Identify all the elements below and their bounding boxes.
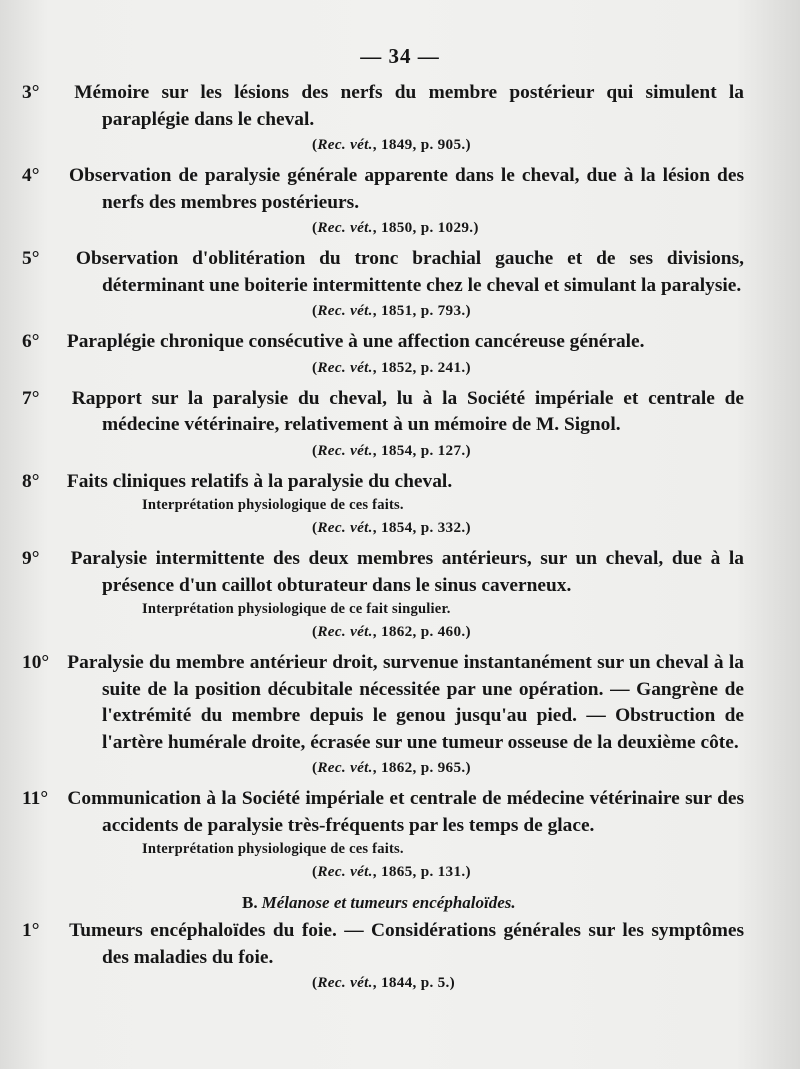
entry-reference: (Rec. vét., 1851, p. 793.) [312, 302, 471, 319]
entry-reference: (Rec. vét., 1862, p. 965.) [312, 759, 471, 776]
reference-details: , 1851, p. 793.) [372, 302, 471, 319]
entry-reference: (Rec. vét., 1852, p. 241.) [312, 358, 471, 376]
entry-title: Mémoire sur les lésions des nerfs du membre postérieur qui simulent la paraplégie dans le cheval. [74, 82, 744, 130]
entry-title: Rapport sur la paralysie du cheval, lu à la Société impériale et centrale de médecine vétérinaire, relativement à un mémoire de M. Signol. [71, 387, 744, 435]
entry-text-block: 6° Paraplégie chronique consécutive à une affection cancéreuse générale. [22, 331, 645, 352]
entry-title: Observation d'oblitération du tronc brachial gauche et de ses divisions, déterminant une boiterie intermittente chez le cheval et simulant la paralysie. [75, 248, 744, 296]
reference-journal: Rec. vét. [317, 302, 373, 319]
entry-reference: (Rec. vét., 1854, p. 332.) [312, 519, 471, 536]
reference-journal: Rec. vét. [317, 974, 373, 991]
reference-details: , 1862, p. 965.) [372, 759, 471, 776]
entry-interpretation: Interprétation physiologique de ces faits. [142, 841, 404, 857]
entry-reference: (Rec. vét., 1865, p. 131.) [312, 863, 471, 880]
entry-reference: (Rec. vét., 1854, p. 127.) [312, 441, 471, 459]
reference-details: , 1844, p. 5.) [372, 974, 456, 991]
bibliography-entry [22, 650, 744, 780]
section-letter: B. [242, 893, 258, 912]
bibliography-entry [22, 786, 745, 884]
entry-interpretation: Interprétation physiologique de ce fait singulier. [142, 601, 451, 617]
section-title: Mélanose et tumeurs encéphaloïdes. [261, 893, 516, 912]
entry-text-block: 3° Mémoire sur les lésions des nerfs du membre postérieur qui simulent la paraplégie dans le cheval. [22, 82, 744, 130]
entry-text-block: 8° Faits cliniques relatifs à la paralysie du cheval. [22, 470, 453, 492]
entry-title: Paralysie du membre antérieur droit, survenue instantanément sur un cheval à la suite de la position décubitale nécessitée par une opération. — Gangrène de l'extrémité du membre depuis le genou jusqu'au pied. — Obstruction de l'artère humérale droite, écrasée sur une tumeur osseuse de la deuxième côte. [67, 652, 744, 753]
bibliography-entry [22, 546, 744, 644]
bibliography-entry [22, 80, 744, 157]
bibliography-entry [22, 246, 744, 323]
reference-journal: Rec. vét. [317, 136, 373, 153]
reference-journal: Rec. vét. [317, 519, 373, 536]
section-heading [242, 890, 744, 916]
reference-journal: Rec. vét. [317, 759, 373, 776]
bibliography-list [22, 80, 745, 1001]
reference-journal: Rec. vét. [317, 441, 373, 459]
reference-details: , 1865, p. 131.) [372, 863, 471, 880]
entry-reference: (Rec. vét., 1850, p. 1029.) [312, 219, 479, 236]
entry-text-block: 1° Tumeurs encéphaloïdes du foie. — Considérations générales sur les symptômes des maladies du foie. [22, 920, 745, 968]
entry-text-block: 10° Paralysie du membre antérieur droit, survenue instantanément sur un cheval à la suite de la position décubitale nécessitée par une opération. — Gangrène de l'extrémité du membre depuis le genou jusqu'au pied. — Obstruction de l'artère humérale droite, écrasée sur une tumeur osseuse de la deuxième côte. [22, 652, 744, 753]
entry-reference: (Rec. vét., 1862, p. 460.) [312, 623, 471, 640]
reference-journal: Rec. vét. [317, 219, 373, 236]
reference-journal: Rec. vét. [317, 358, 373, 376]
entry-title: Observation de paralysie générale apparente dans le cheval, due à la lésion des nerfs des membres postérieurs. [69, 165, 744, 213]
page-number: — 34 — [360, 44, 440, 68]
reference-details: , 1854, p. 127.) [372, 441, 471, 459]
entry-title: Communication à la Société impériale et centrale de médecine vétérinaire sur des accidents de paralysie très-fréquents par les temps de glace. [67, 788, 745, 836]
bibliography-entry [22, 163, 744, 240]
entry-reference: (Rec. vét., 1844, p. 5.) [312, 974, 456, 991]
bibliography-entry [22, 469, 744, 541]
entry-text-block: 11° Communication à la Société impériale et centrale de médecine vétérinaire sur des accidents de paralysie très-fréquents par les temps de glace. [22, 788, 745, 836]
entry-reference: (Rec. vét., 1849, p. 905.) [312, 136, 471, 153]
entry-text-block: 4° Observation de paralysie générale apparente dans le cheval, due à la lésion des nerfs des membres postérieurs. [22, 165, 744, 213]
entry-text-block: 5° Observation d'oblitération du tronc brachial gauche et de ses divisions, déterminant une boiterie intermittente chez le cheval et simulant la paralysie. [22, 248, 744, 296]
entry-title: Tumeurs encéphaloïdes du foie. — Considérations générales sur les symptômes des maladies du foie. [69, 920, 745, 968]
entry-interpretation: Interprétation physiologique de ces faits. [142, 497, 404, 513]
reference-journal: Rec. vét. [317, 863, 373, 880]
reference-details: , 1862, p. 460.) [372, 623, 471, 640]
reference-details: , 1854, p. 332.) [372, 519, 471, 536]
reference-details: , 1850, p. 1029.) [372, 219, 479, 236]
entry-text-block: 9° Paralysie intermittente des deux membres antérieurs, sur un cheval, due à la présence d'un caillot obturateur dans le sinus caverneux. [22, 548, 744, 596]
entry-title: Paralysie intermittente des deux membres antérieurs, sur un cheval, due à la présence d'un caillot obturateur dans le sinus caverneux. [70, 548, 744, 596]
entry-title: Faits cliniques relatifs à la paralysie du cheval. [66, 470, 453, 492]
entry-title: Paraplégie chronique consécutive à une affection cancéreuse générale. [66, 331, 645, 352]
entry-text-block: 7° Rapport sur la paralysie du cheval, lu à la Société impériale et centrale de médecine vétérinaire, relativement à un mémoire de M. Signol. [22, 387, 744, 435]
bibliography-entry [22, 386, 744, 463]
reference-details: , 1852, p. 241.) [372, 358, 471, 376]
bibliography-entry [22, 329, 744, 380]
reference-details: , 1849, p. 905.) [372, 136, 471, 153]
reference-journal: Rec. vét. [317, 623, 373, 640]
bibliography-entry [22, 918, 745, 995]
